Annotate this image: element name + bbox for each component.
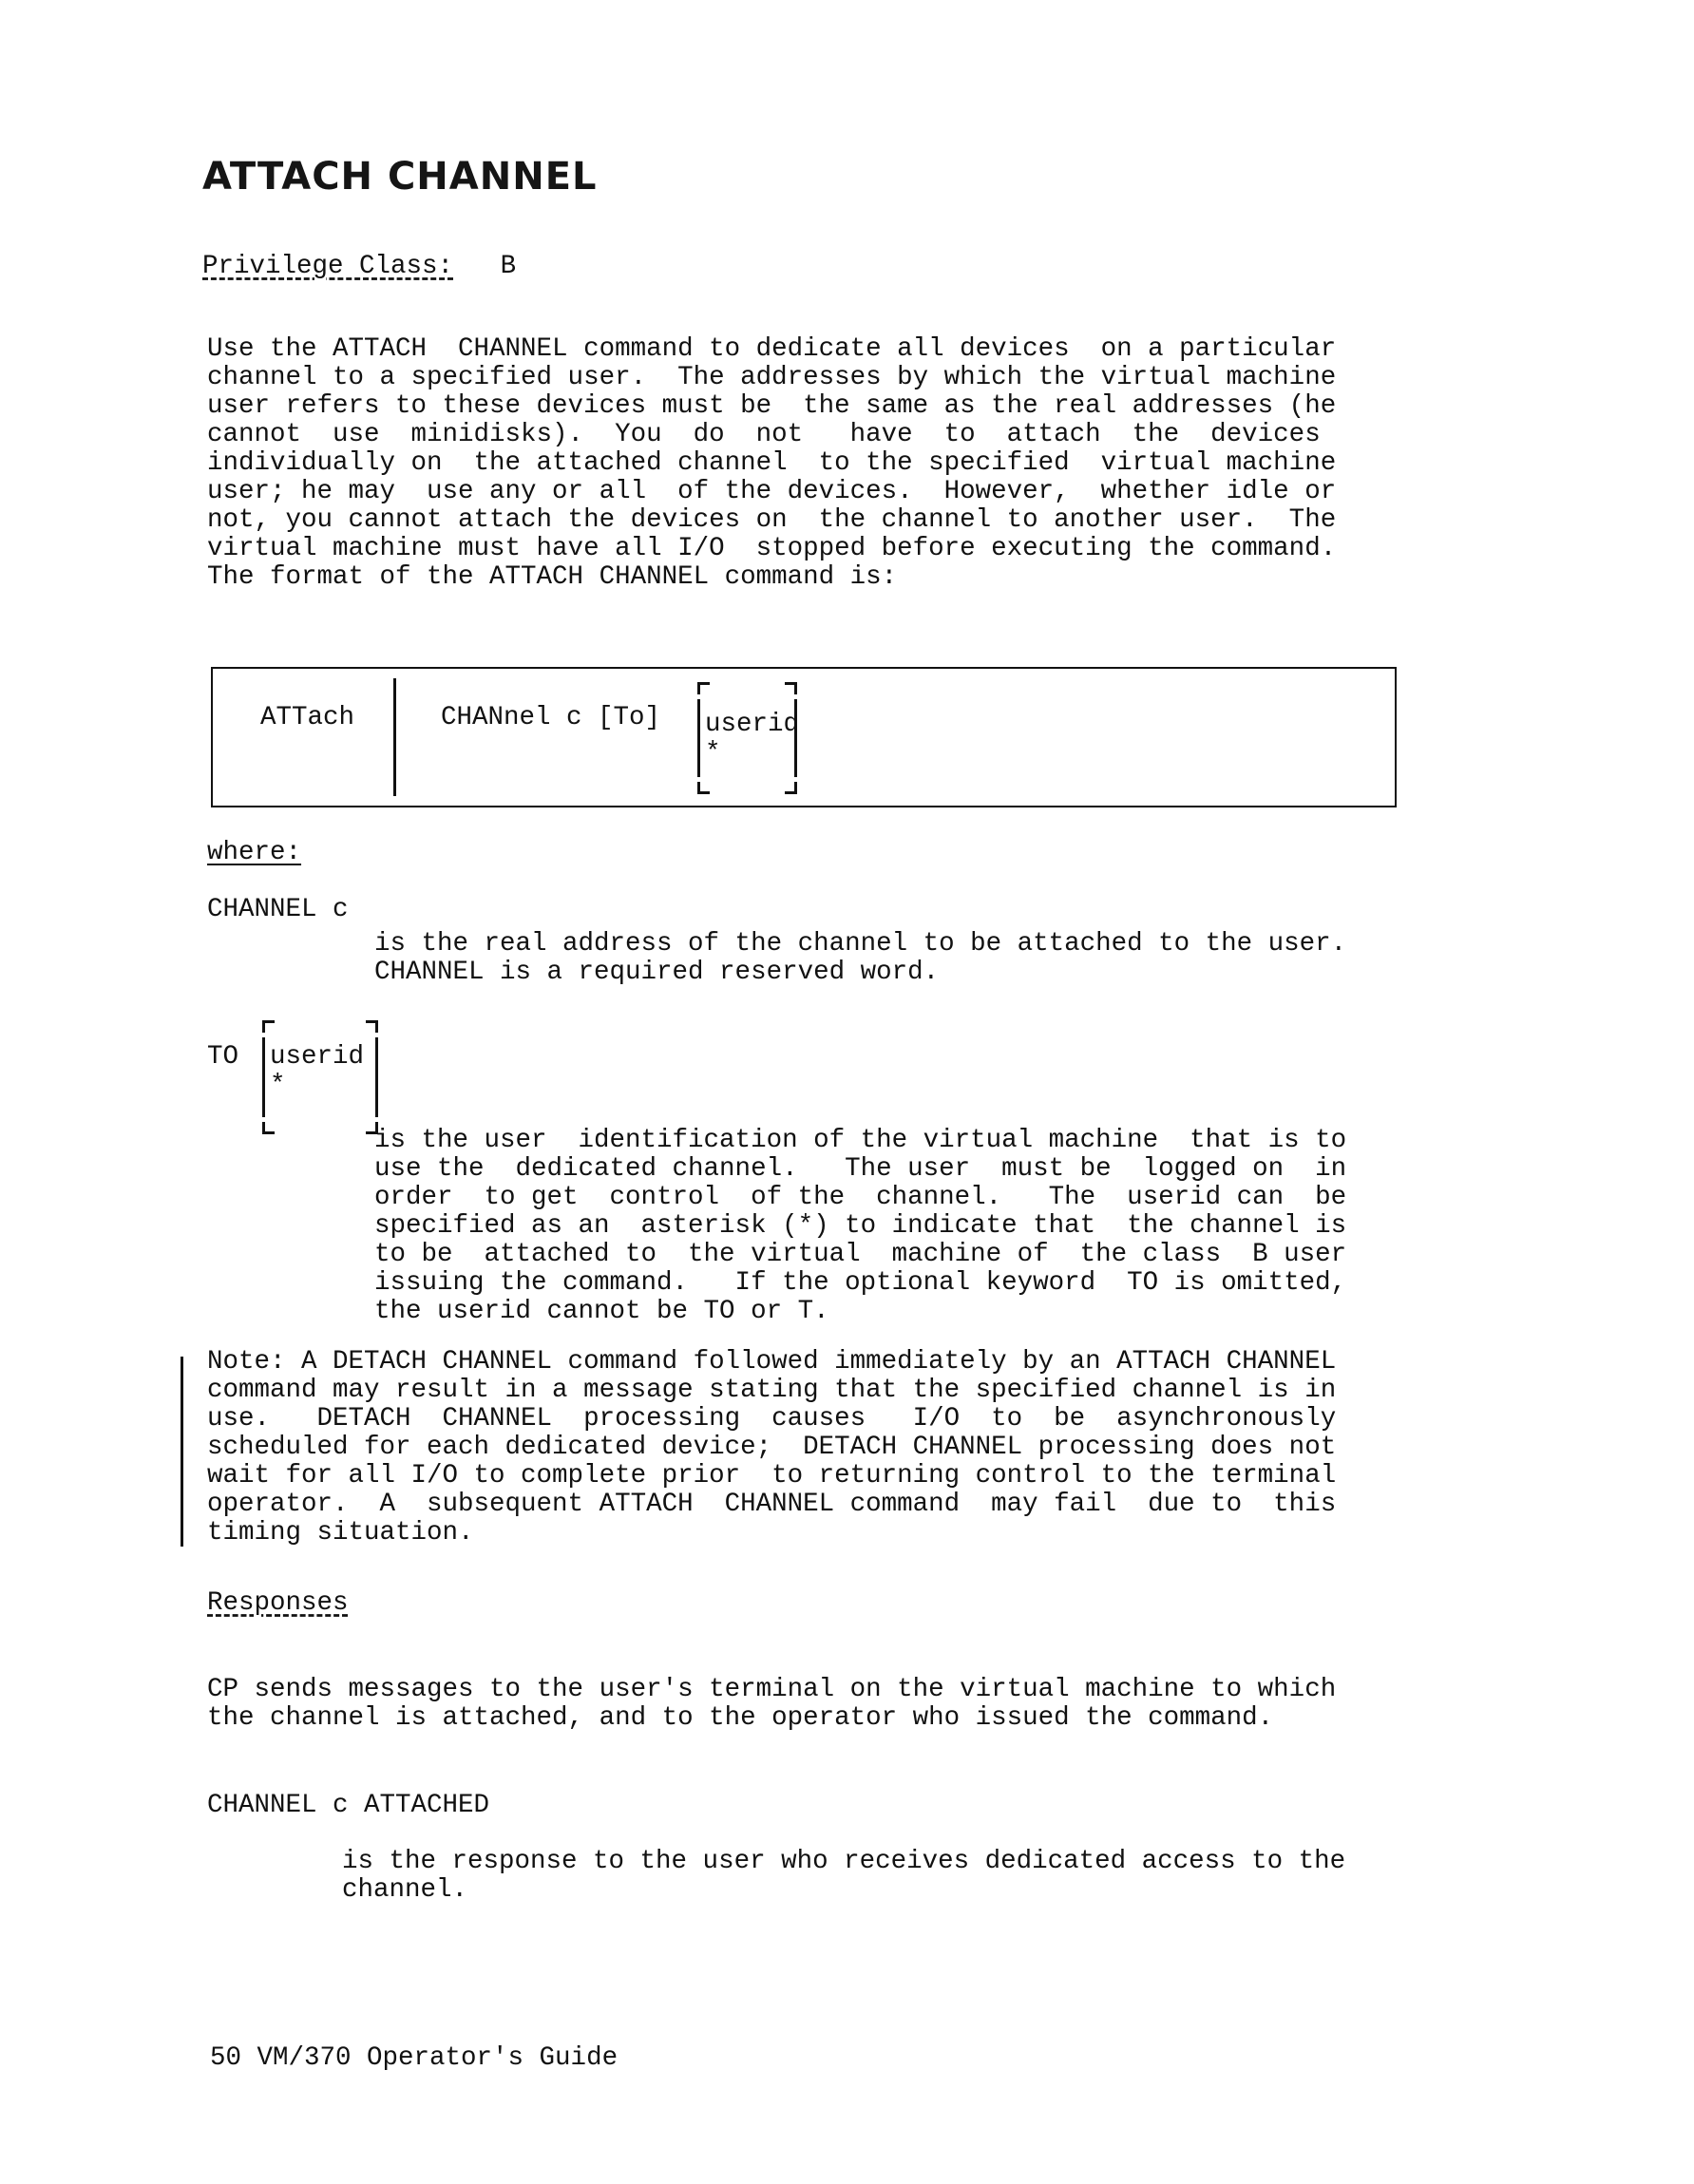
note-line: command may result in a message stating that the specified channel is in bbox=[207, 1376, 1337, 1405]
intro-line: cannot use minidisks). You do not have to attach the devices bbox=[207, 420, 1321, 449]
param-to-choice-bracket bbox=[262, 1020, 378, 1134]
param-to-choice-asterisk: * bbox=[270, 1071, 286, 1100]
desc-line: to be attached to the virtual machine of the class B user bbox=[374, 1240, 1347, 1269]
desc-line: order to get control of the channel. The userid can be bbox=[374, 1183, 1347, 1212]
intro-line: user refers to these devices must be the same as the real addresses (he bbox=[207, 391, 1337, 421]
param-to-keyword: TO bbox=[207, 1042, 239, 1072]
syntax-command: ATTach bbox=[260, 703, 355, 732]
privilege-label: Privilege Class: bbox=[202, 252, 454, 281]
syntax-box bbox=[211, 667, 1397, 807]
note-paragraph bbox=[207, 1348, 1336, 1548]
desc-line: is the response to the user who receives dedicated access to the bbox=[342, 1847, 1346, 1876]
syntax-choice-userid: userid bbox=[705, 710, 800, 739]
desc-line: use the dedicated channel. The user must be logged on in bbox=[374, 1154, 1347, 1184]
desc-line: is the real address of the channel to be attached to the user. bbox=[374, 929, 1347, 959]
response-message: CHANNEL c ATTACHED bbox=[207, 1791, 490, 1820]
syntax-choice-bracket bbox=[697, 682, 800, 794]
intro-line: not, you cannot attach the devices on the channel to another user. The bbox=[207, 505, 1337, 535]
page-footer: 50 VM/370 Operator's Guide bbox=[210, 2043, 619, 2073]
param-channel-description bbox=[374, 930, 1346, 987]
param-to-term bbox=[207, 1043, 397, 1176]
syntax-operands: CHANnel c [To] bbox=[441, 703, 661, 732]
responses-intro bbox=[207, 1676, 1336, 1733]
privilege-value: B bbox=[500, 252, 517, 281]
intro-line: virtual machine must have all I/O stopped before executing the command. bbox=[207, 534, 1337, 563]
responses-line: CP sends messages to the user's terminal on the virtual machine to which bbox=[207, 1675, 1337, 1704]
desc-line: the userid cannot be TO or T. bbox=[374, 1297, 829, 1326]
revision-bar bbox=[181, 1357, 183, 1547]
page-title: ATTACH CHANNEL bbox=[202, 155, 598, 199]
note-line: scheduled for each dedicated device; DETACH CHANNEL processing does not bbox=[207, 1433, 1337, 1462]
response-description bbox=[342, 1848, 1345, 1905]
privilege-class bbox=[202, 253, 516, 281]
intro-line: channel to a specified user. The addresses by which the virtual machine bbox=[207, 363, 1337, 392]
intro-line: user; he may use any or all of the devices. However, whether idle or bbox=[207, 477, 1337, 506]
desc-line: channel. bbox=[342, 1875, 468, 1905]
param-to-description bbox=[374, 1127, 1346, 1326]
intro-line: Use the ATTACH CHANNEL command to dedicate all devices on a particular bbox=[207, 334, 1337, 364]
desc-line: CHANNEL is a required reserved word. bbox=[374, 958, 940, 987]
intro-paragraph bbox=[207, 335, 1336, 592]
where-label: where: bbox=[207, 838, 302, 867]
note-line: wait for all I/O to complete prior to returning control to the terminal bbox=[207, 1461, 1337, 1491]
note-line: operator. A subsequent ATTACH CHANNEL command may fail due to this bbox=[207, 1490, 1337, 1519]
syntax-divider bbox=[393, 678, 396, 796]
intro-line: individually on the attached channel to the specified virtual machine bbox=[207, 448, 1337, 478]
desc-line: issuing the command. If the optional keyword TO is omitted, bbox=[374, 1268, 1347, 1298]
responses-line: the channel is attached, and to the operator who issued the command. bbox=[207, 1703, 1274, 1733]
param-to-choice-userid: userid bbox=[270, 1042, 365, 1072]
responses-heading: Responses bbox=[207, 1588, 349, 1618]
desc-line: is the user identification of the virtual machine that is to bbox=[374, 1126, 1347, 1155]
intro-line: The format of the ATTACH CHANNEL command is: bbox=[207, 562, 898, 592]
param-channel-term: CHANNEL c bbox=[207, 895, 349, 924]
syntax-choice-asterisk: * bbox=[705, 738, 721, 768]
note-line: timing situation. bbox=[207, 1518, 474, 1548]
note-line: Note: A DETACH CHANNEL command followed immediately by an ATTACH CHANNEL bbox=[207, 1347, 1337, 1377]
desc-line: specified as an asterisk (*) to indicate that the channel is bbox=[374, 1211, 1347, 1241]
note-line: use. DETACH CHANNEL processing causes I/O to be asynchronously bbox=[207, 1404, 1337, 1434]
